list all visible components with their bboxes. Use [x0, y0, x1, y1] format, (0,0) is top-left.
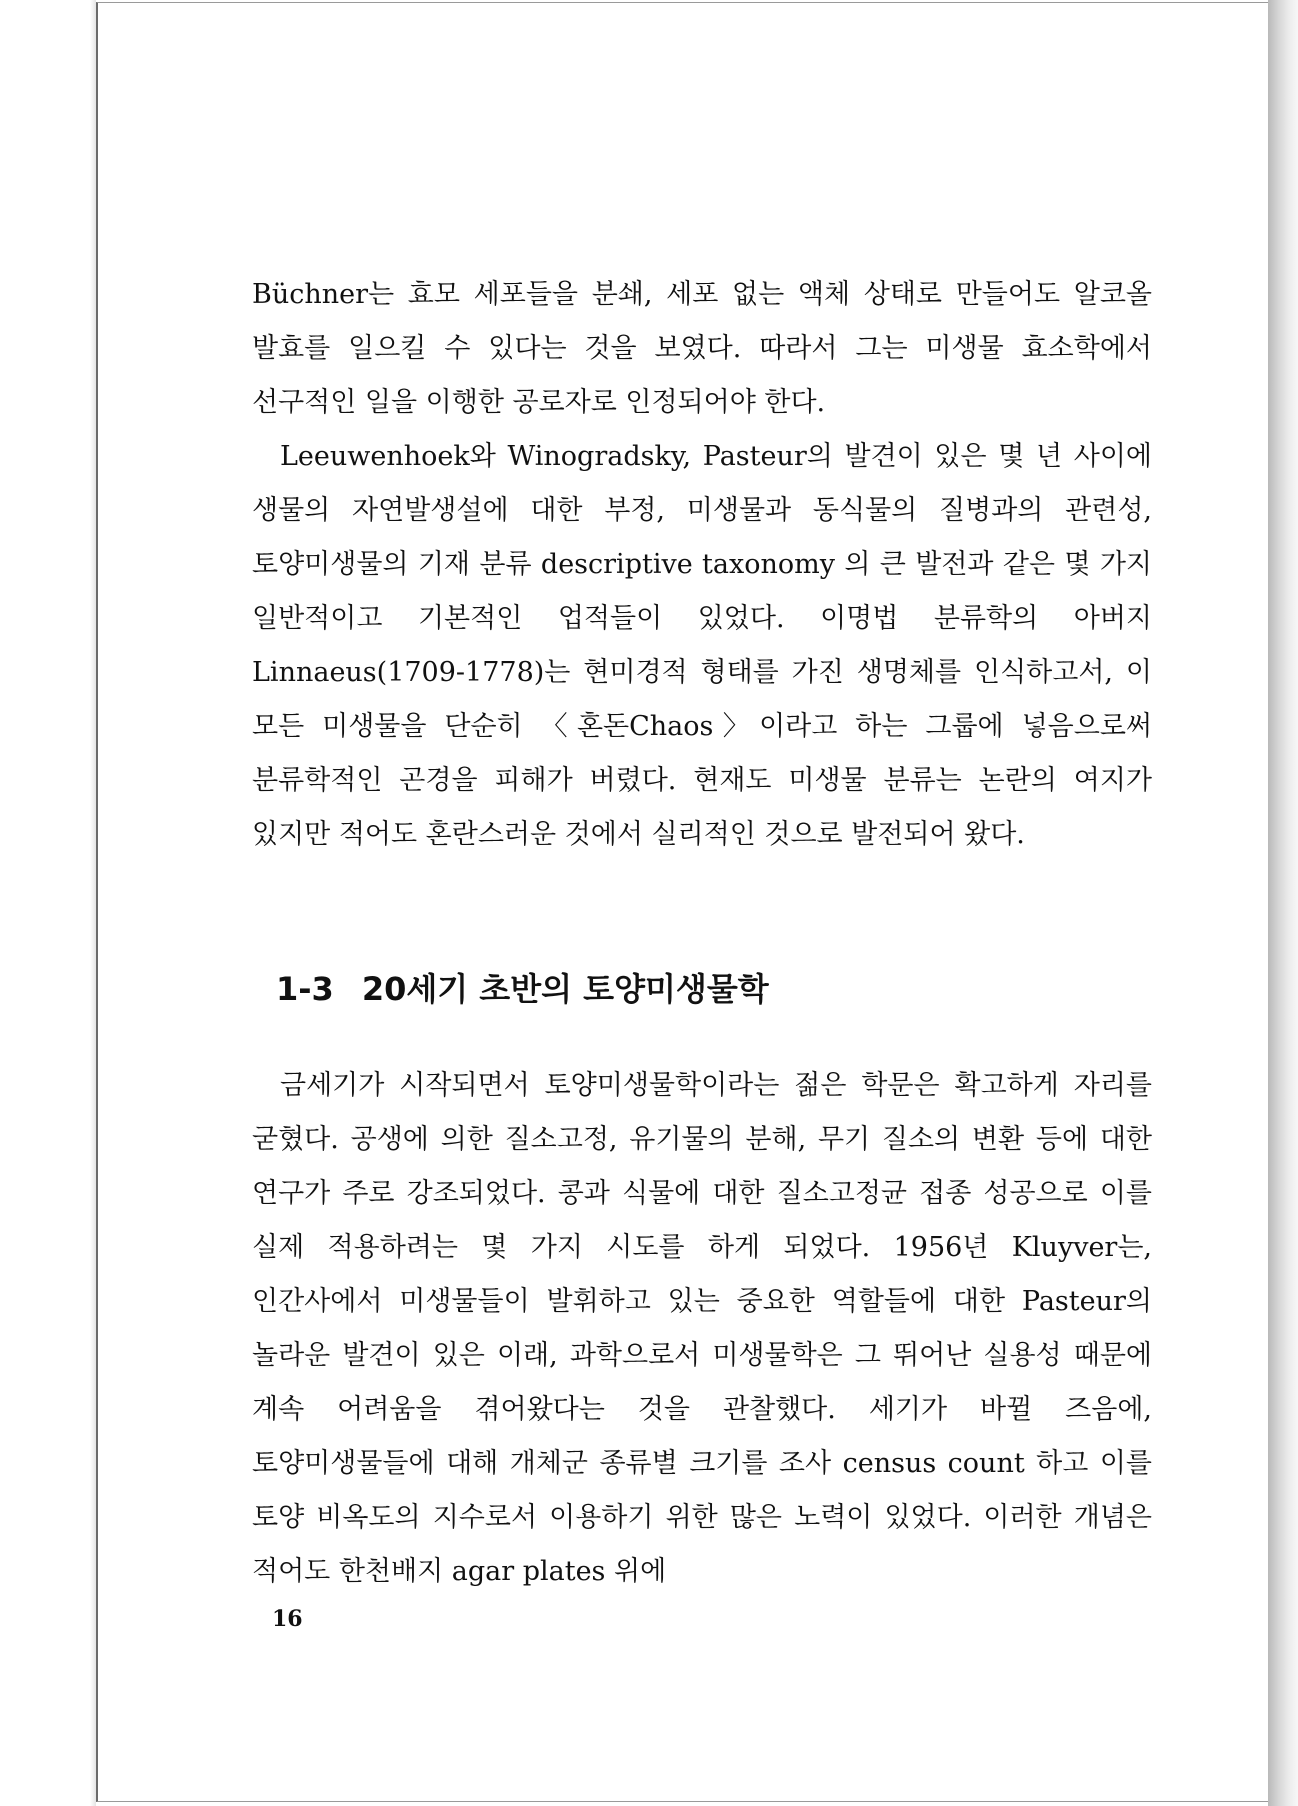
page-right-edge-shadow	[1268, 0, 1298, 1806]
page-number: 16	[272, 1606, 303, 1632]
text-block-bottom	[252, 1059, 1152, 1599]
paragraph-leeuwenhoek: Leeuwenhoek와 Winogradsky, Pasteur의 발견이 있은 몇 년 사이에 생물의 자연발생설에 대한 부정, 미생물과 동식물의 질병과의 관련성, 토양미생물의 기재 분류 descriptive taxonomy 의 큰 발전과 같은 몇 가지 일반적이고 기본적인 업적들이 있었다. 이명법 분류학의 아버지 Linnaeus(1709-1778)는 현미경적 형태를 가진 생명체를 인식하고서, 이 모든 미생물을 단순히 〈혼돈Chaos〉이라고 하는 그룹에 넣음으로써 분류학적인 곤경을 피해가 버렸다. 현재도 미생물 분류는 논란의 여지가 있지만 적어도 혼란스러운 것에서 실리적인 것으로 발전되어 왔다.	[252, 441, 1152, 850]
section-number: 1-3	[276, 970, 334, 1008]
paragraph-20th-century: 금세기가 시작되면서 토양미생물학이라는 젊은 학문은 확고하게 자리를 굳혔다. 공생에 의한 질소고정, 유기물의 분해, 무기 질소의 변환 등에 대한 연구가 주로 강조되었다. 콩과 식물에 대한 질소고정균 접종 성공으로 이를 실제 적용하려는 몇 가지 시도를 하게 되었다. 1956년 Kluyver는, 인간사에서 미생물들이 발휘하고 있는 중요한 역할들에 대한 Pasteur의 놀라운 발견이 있은 이래, 과학으로서 미생물학은 그 뛰어난 실용성 때문에 계속 어려움을 겪어왔다는 것을 관찰했다. 세기가 바뀔 즈음에, 토양미생물들에 대해 개체군 종류별 크기를 조사 census count 하고 이를 토양 비옥도의 지수로서 이용하기 위한 많은 노력이 있었다. 이러한 개념은 적어도 한천배지 agar plates 위에	[252, 1070, 1152, 1587]
section-title: 20세기 초반의 토양미생물학	[361, 970, 769, 1008]
paragraph-buchner: Büchner는 효모 세포들을 분쇄, 세포 없는 액체 상태로 만들어도 알코올 발효를 일으킬 수 있다는 것을 보였다. 따라서 그는 미생물 효소학에서 선구적인 일을 이행한 공로자로 인정되어야 한다.	[252, 279, 1152, 418]
text-block-top	[252, 268, 1152, 862]
section-heading	[276, 964, 769, 1010]
